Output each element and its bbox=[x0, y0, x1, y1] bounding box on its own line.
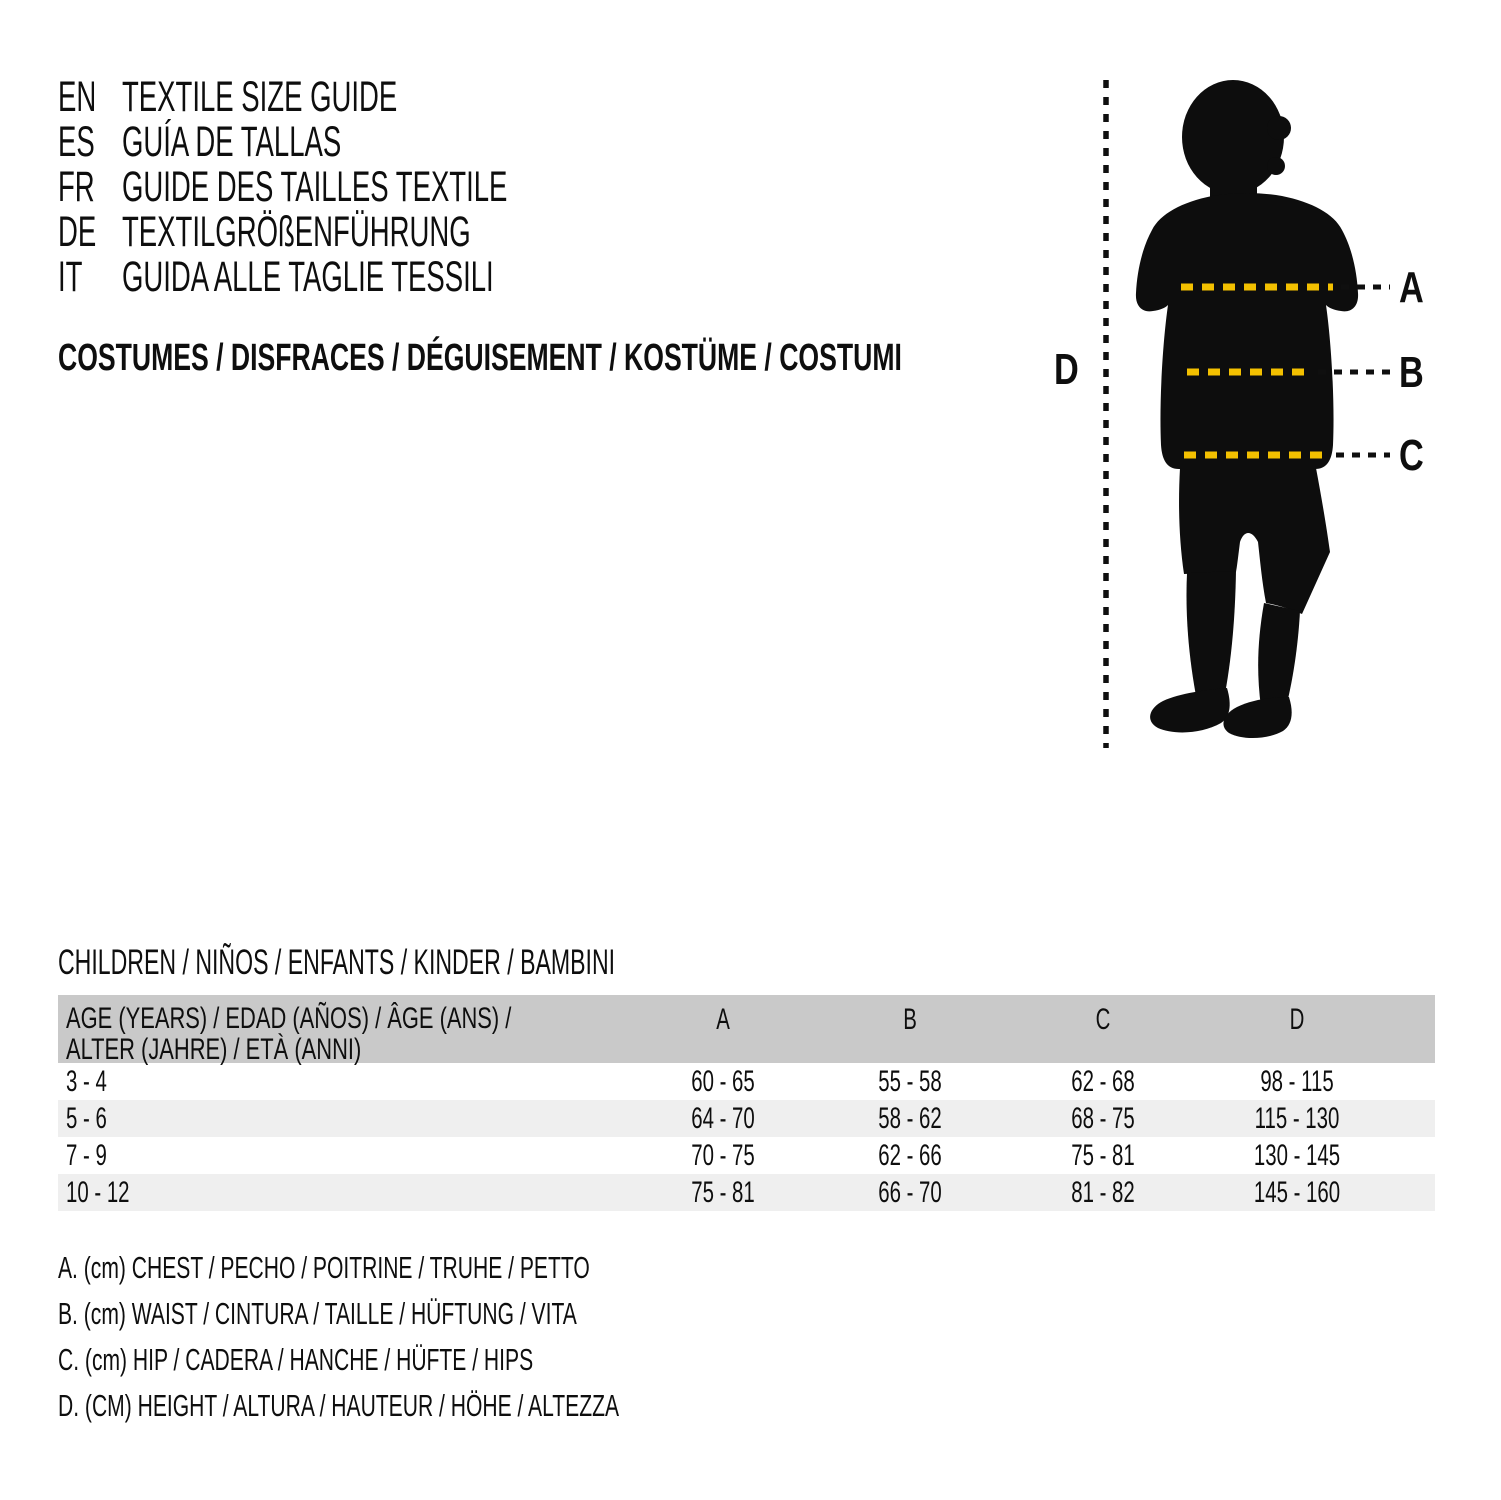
hip-cell: 75 - 81 bbox=[1071, 1139, 1135, 1172]
legend-item-chest-text: A. (cm) CHEST / PECHO / POITRINE / TRUHE / PETTO bbox=[58, 1250, 590, 1285]
section-title-children bbox=[58, 942, 902, 984]
column-header-d: D bbox=[1289, 1003, 1305, 1036]
table-row bbox=[58, 1137, 1435, 1174]
column-header-b: B bbox=[903, 1003, 917, 1036]
language-code: DE bbox=[58, 208, 97, 256]
height-cell: 145 - 160 bbox=[1253, 1176, 1341, 1209]
column-header-c: C bbox=[1095, 1003, 1111, 1036]
label-b: B bbox=[1399, 347, 1424, 398]
waist-cell: 55 - 58 bbox=[878, 1065, 942, 1098]
child-silhouette-diagram bbox=[1030, 60, 1460, 770]
height-cell: 130 - 145 bbox=[1253, 1139, 1341, 1172]
label-c: C bbox=[1399, 430, 1424, 481]
language-title: TEXTILE SIZE GUIDE bbox=[122, 73, 398, 121]
waist-cell: 62 - 66 bbox=[878, 1139, 942, 1172]
height-cell: 98 - 115 bbox=[1260, 1065, 1334, 1098]
language-title: GUIDE DES TAILLES TEXTILE bbox=[122, 163, 508, 211]
right-foot bbox=[1223, 697, 1291, 738]
hip-cell: 68 - 75 bbox=[1071, 1102, 1135, 1135]
language-title: GUÍA DE TALLAS bbox=[122, 118, 342, 166]
legend-item-chest bbox=[58, 1245, 883, 1291]
waist-cell: 66 - 70 bbox=[878, 1176, 942, 1209]
ear bbox=[1267, 157, 1285, 175]
right-leg bbox=[1258, 603, 1300, 707]
language-code: IT bbox=[58, 253, 83, 301]
table-row bbox=[58, 1063, 1435, 1100]
chest-cell: 70 - 75 bbox=[691, 1139, 755, 1172]
measurement-figure bbox=[1030, 60, 1460, 770]
legend-item-waist-text: B. (cm) WAIST / CINTURA / TAILLE / HÜFTUNG / VITA bbox=[58, 1296, 577, 1331]
child-silhouette bbox=[1136, 80, 1358, 738]
left-foot bbox=[1150, 688, 1230, 732]
table-row bbox=[58, 1100, 1435, 1137]
measurement-legend bbox=[58, 1245, 883, 1429]
age-header-line1: AGE (YEARS) / EDAD (AÑOS) / ÂGE (ANS) / bbox=[66, 1002, 512, 1035]
legend-item-hip bbox=[58, 1337, 883, 1383]
language-code: EN bbox=[58, 73, 97, 121]
hip-cell: 62 - 68 bbox=[1071, 1065, 1135, 1098]
age-header-line2: ALTER (JAHRE) / ETÀ (ANNI) bbox=[66, 1033, 362, 1066]
chest-cell: 75 - 81 bbox=[691, 1176, 755, 1209]
column-header-a: A bbox=[716, 1003, 730, 1036]
category-title-text: COSTUMES / DISFRACES / DÉGUISEMENT / KOSTÜME / COSTUMI bbox=[58, 337, 902, 379]
label-d: D bbox=[1054, 344, 1079, 395]
age-cell: 10 - 12 bbox=[66, 1176, 130, 1209]
legend-item-height bbox=[58, 1383, 883, 1429]
legend-item-waist bbox=[58, 1291, 883, 1337]
waist-cell: 58 - 62 bbox=[878, 1102, 942, 1135]
legend-item-height-text: D. (CM) HEIGHT / ALTURA / HAUTEUR / HÖHE / ALTEZZA bbox=[58, 1388, 620, 1423]
size-table-header bbox=[58, 995, 1435, 1066]
chest-cell: 60 - 65 bbox=[691, 1065, 755, 1098]
chest-cell: 64 - 70 bbox=[691, 1102, 755, 1135]
left-leg bbox=[1186, 571, 1236, 701]
size-table bbox=[58, 995, 1435, 1211]
language-code: ES bbox=[58, 118, 95, 166]
height-cell: 115 - 130 bbox=[1254, 1102, 1340, 1135]
legend-item-hip-text: C. (cm) HIP / CADERA / HANCHE / HÜFTE / HIPS bbox=[58, 1342, 534, 1377]
hair-curl bbox=[1267, 116, 1291, 140]
age-cell: 7 - 9 bbox=[66, 1139, 107, 1172]
age-column-header bbox=[66, 1003, 1435, 1065]
language-title: TEXTILGRÖßENFÜHRUNG bbox=[122, 208, 471, 256]
table-row bbox=[58, 1174, 1435, 1211]
age-cell: 5 - 6 bbox=[66, 1102, 107, 1135]
language-code: FR bbox=[58, 163, 95, 211]
language-title: GUIDA ALLE TAGLIE TESSILI bbox=[122, 253, 494, 301]
section-title-text: CHILDREN / NIÑOS / ENFANTS / KINDER / BAMBINI bbox=[58, 943, 616, 982]
age-cell: 3 - 4 bbox=[66, 1065, 107, 1098]
torso bbox=[1136, 193, 1358, 469]
hip-cell: 81 - 82 bbox=[1071, 1176, 1135, 1209]
label-a: A bbox=[1399, 262, 1424, 313]
